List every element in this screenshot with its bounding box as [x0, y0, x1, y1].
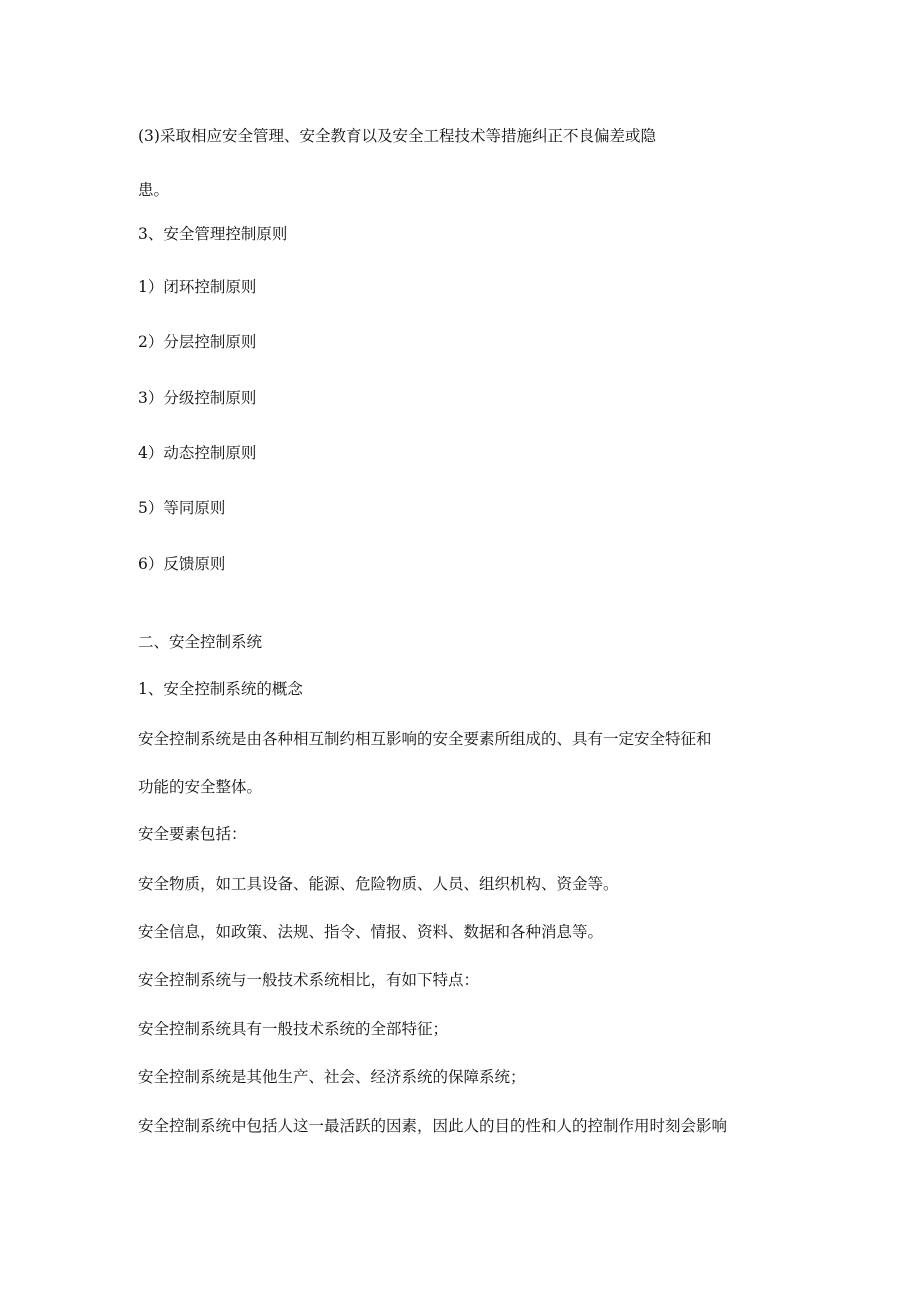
section-heading-control-principles: 3、安全管理控制原则: [138, 225, 288, 243]
list-item-feedback: 6）反馈原则: [138, 555, 226, 573]
paragraph-definition-line2: 功能的安全整体。: [138, 778, 263, 796]
text-feature-general: 安全控制系统具有一般技术系统的全部特征；: [138, 1020, 449, 1038]
list-item-closed-loop: 1）闭环控制原则: [138, 278, 257, 296]
text-feature-guarantee: 安全控制系统是其他生产、社会、经济系统的保障系统；: [138, 1068, 526, 1086]
list-item-equivalence: 5）等同原则: [138, 499, 226, 517]
list-item-dynamic: 4）动态控制原则: [138, 444, 257, 462]
list-item-layered: 2）分层控制原则: [138, 333, 257, 351]
list-item-graded: 3）分级控制原则: [138, 389, 257, 407]
section-heading-concept: 1、安全控制系统的概念: [138, 680, 303, 698]
chapter-heading-control-system: 二、安全控制系统: [138, 633, 263, 651]
text-line-hazard: 患。: [138, 181, 170, 199]
text-line-measures-continued: (3)采取相应安全管理、安全教育以及安全工程技术等措施纠正不良偏差或隐: [138, 127, 656, 145]
text-feature-human: 安全控制系统中包括人这一最活跃的因素，因此人的目的性和人的控制作用时刻会影响: [138, 1117, 728, 1135]
text-elements-include: 安全要素包括：: [138, 825, 247, 843]
text-safety-material: 安全物质，如工具设备、能源、危险物质、人员、组织机构、资金等。: [138, 875, 619, 893]
text-safety-information: 安全信息，如政策、法规、指令、情报、资料、数据和各种消息等。: [138, 923, 604, 941]
text-comparison-intro: 安全控制系统与一般技术系统相比，有如下特点：: [138, 971, 480, 989]
paragraph-definition-line1: 安全控制系统是由各种相互制约相互影响的安全要素所组成的、具有一定安全特征和: [138, 730, 712, 748]
